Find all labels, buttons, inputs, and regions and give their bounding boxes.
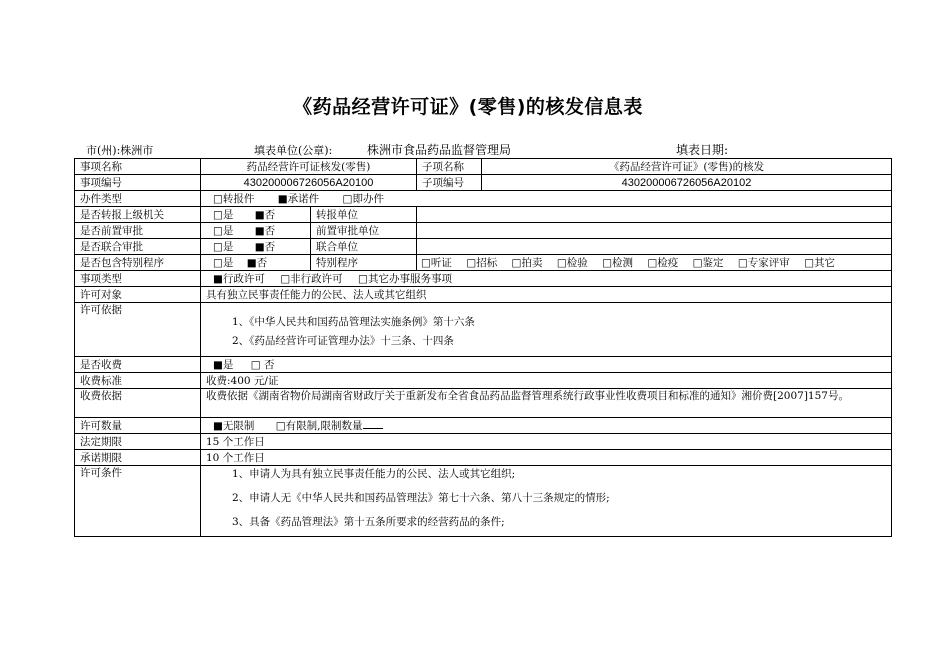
legal-period-label: 法定期限	[75, 434, 201, 450]
permit-quantity-unlimited[interactable]: ■无限制	[213, 420, 255, 432]
handling-type-label: 办件类型	[75, 191, 201, 207]
promised-period-value: 10 个工作日	[201, 450, 892, 466]
permit-condition-item: 1、申请人为具有独立民事责任能力的公民、法人或其它组织;	[232, 468, 516, 480]
table-row	[75, 389, 892, 418]
permit-basis-label: 许可依据	[75, 303, 201, 357]
permit-target-label: 许可对象	[75, 287, 201, 303]
table-row	[75, 159, 892, 175]
sub-item-name-value: 《药品经营许可证》(零售)的核发	[482, 159, 892, 175]
special-procedure-yes[interactable]: □是	[213, 256, 234, 269]
permit-quantity-limited[interactable]: □有限制,限制数量	[275, 420, 363, 432]
table-row	[75, 357, 892, 373]
charge-basis-value: 收费依据《湖南省物价局湖南省财政厅关于重新发布全省食品药品监督管理系统行政事业性收费项目和标准的通知》湘价费[2007]157号。	[201, 389, 892, 418]
procedure-quarantine[interactable]: □检疫	[647, 256, 679, 269]
info-table	[74, 158, 892, 537]
page-title: 《药品经营许可证》(零售)的核发信息表	[293, 96, 643, 118]
item-type-non-admin-permit[interactable]: □非行政许可	[280, 272, 343, 285]
joint-approval-yes[interactable]: □是	[213, 240, 234, 253]
legal-period-value: 15 个工作日	[201, 434, 892, 450]
charge-basis-label: 收费依据	[75, 389, 201, 418]
table-row	[75, 303, 892, 357]
fill-unit-value: 株洲市食品药品监督管理局	[367, 143, 512, 157]
pre-approval-unit-label: 前置审批单位	[311, 223, 417, 239]
table-row	[75, 287, 892, 303]
table-row	[75, 255, 892, 271]
table-row	[75, 271, 892, 287]
procedure-bidding[interactable]: □招标	[466, 256, 498, 269]
table-row	[75, 450, 892, 466]
procedure-testing[interactable]: □检测	[602, 256, 633, 269]
city-label: 市(州):株洲市	[86, 144, 154, 157]
permit-conditions-label: 许可条件	[75, 466, 201, 537]
procedure-other[interactable]: □其它	[804, 256, 836, 269]
table-row	[75, 373, 892, 389]
sub-item-code-label: 子项编号	[417, 175, 482, 191]
joint-approval-no[interactable]: ■否	[254, 240, 276, 253]
charge-label: 是否收费	[75, 357, 201, 373]
item-type-label: 事项类型	[75, 271, 201, 287]
table-row	[75, 223, 892, 239]
joint-unit-value	[417, 239, 892, 255]
charge-yes[interactable]: ■是	[213, 358, 234, 371]
permit-condition-item: 3、具备《药品管理法》第十五条所要求的经营药品的条件;	[232, 516, 505, 528]
item-type-admin-permit[interactable]: ■行政许可	[213, 272, 265, 285]
special-procedure-field-label: 特别程序	[311, 255, 417, 271]
charge-standard-value: 收费:400 元/证	[201, 373, 892, 389]
permit-target-value: 具有独立民事责任能力的公民、法人或其它组织	[201, 287, 892, 303]
fill-date-label: 填表日期:	[676, 143, 729, 157]
joint-unit-label: 联合单位	[311, 239, 417, 255]
handling-option-transfer[interactable]: □转报件	[213, 192, 255, 205]
pre-approval-label: 是否前置审批	[75, 223, 201, 239]
table-row	[75, 191, 892, 207]
procedure-expert-review[interactable]: □专家评审	[737, 256, 790, 269]
limit-quantity-blank[interactable]	[363, 418, 383, 429]
sub-item-code-value: 430200006726056A20102	[482, 175, 892, 191]
joint-approval-label: 是否联合审批	[75, 239, 201, 255]
table-row	[75, 207, 892, 223]
item-name-value: 药品经营许可证核发(零售)	[201, 159, 417, 175]
transfer-upper-yes[interactable]: □是	[213, 208, 234, 221]
special-procedure-no[interactable]: ■否	[246, 256, 268, 269]
procedure-inspection[interactable]: □检验	[556, 256, 588, 269]
item-code-value: 430200006726056A20100	[201, 175, 417, 191]
item-code-label: 事项编号	[75, 175, 201, 191]
transfer-upper-label: 是否转报上级机关	[75, 207, 201, 223]
charge-no[interactable]: □ 否	[250, 358, 275, 371]
fill-unit-label: 填表单位(公章):	[254, 144, 333, 157]
table-row	[75, 434, 892, 450]
table-row	[75, 239, 892, 255]
permit-condition-item: 2、申请人无《中华人民共和国药品管理法》第七十六条、第八十三条规定的情形;	[232, 492, 610, 504]
procedure-auction[interactable]: □拍卖	[511, 256, 543, 269]
table-row	[75, 418, 892, 434]
item-name-label: 事项名称	[75, 159, 201, 175]
handling-option-immediate[interactable]: □即办件	[342, 192, 384, 205]
transfer-upper-no[interactable]: ■否	[254, 208, 276, 221]
procedure-appraisal[interactable]: □鉴定	[692, 256, 724, 269]
table-row	[75, 175, 892, 191]
pre-approval-unit-value	[417, 223, 892, 239]
promised-period-label: 承诺期限	[75, 450, 201, 466]
pre-approval-yes[interactable]: □是	[213, 224, 234, 237]
permit-basis-item: 2、《药品经营许可证管理办法》十三条、十四条	[232, 335, 454, 347]
procedure-hearing[interactable]: □听证	[421, 256, 452, 269]
permit-basis-item: 1、《中华人民共和国药品管理法实施条例》第十六条	[232, 316, 475, 328]
special-procedure-label: 是否包含特别程序	[75, 255, 201, 271]
transfer-unit-value	[417, 207, 892, 223]
item-type-other-service[interactable]: □其它办事服务事项	[358, 272, 452, 285]
transfer-unit-label: 转报单位	[311, 207, 417, 223]
pre-approval-no[interactable]: ■否	[254, 224, 276, 237]
table-row	[75, 466, 892, 537]
handling-option-promise[interactable]: ■承诺件	[277, 192, 320, 205]
sub-item-name-label: 子项名称	[417, 159, 482, 175]
permit-quantity-label: 许可数量	[75, 418, 201, 434]
charge-standard-label: 收费标准	[75, 373, 201, 389]
